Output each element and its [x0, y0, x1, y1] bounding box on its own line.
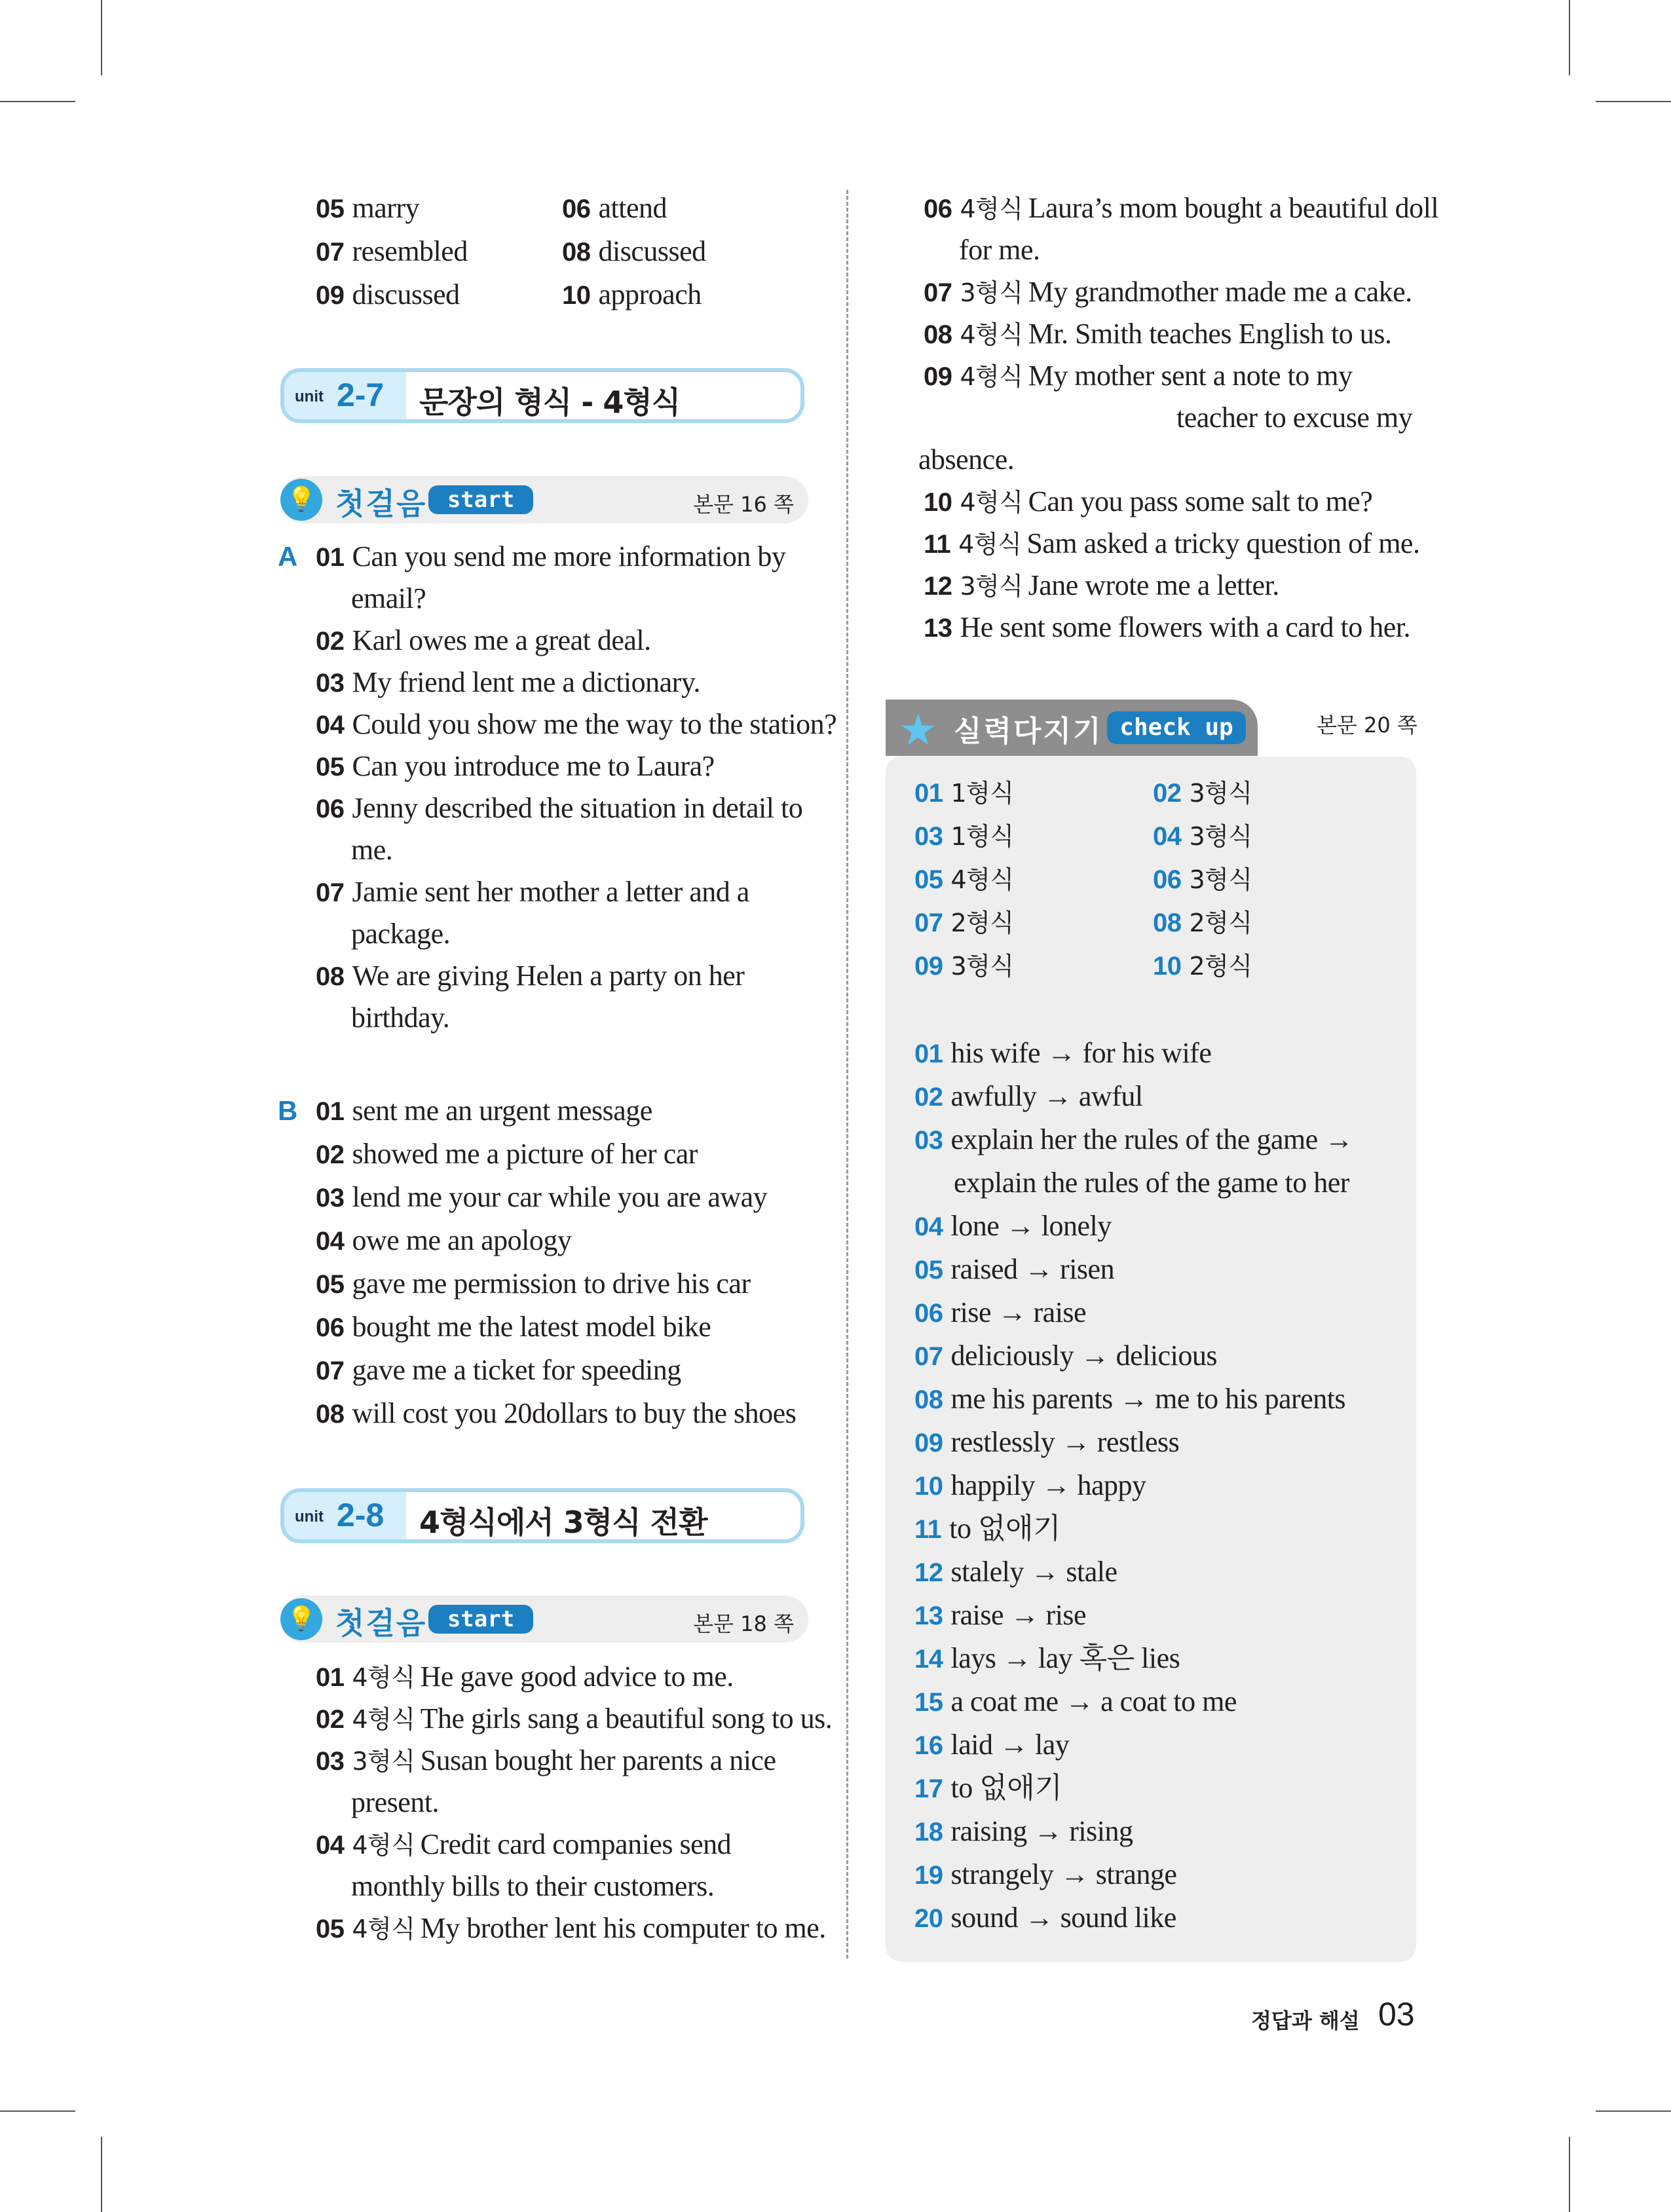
checkup-grid-item: [1153, 774, 1252, 812]
sentence-form: 4형식: [960, 320, 1023, 349]
item-text: email?: [351, 582, 426, 614]
item-number: 01: [914, 779, 943, 808]
answer-continuation: [351, 1868, 714, 1905]
answer-item: [316, 1179, 767, 1216]
item-text: discussed: [352, 278, 460, 310]
step-title: 첫걸음: [335, 486, 427, 521]
item-text: raised → risen: [950, 1253, 1115, 1285]
sentence-form: 4형식: [960, 362, 1023, 391]
item-text: lays → lay 혹은 lies: [950, 1642, 1180, 1674]
unit-title: 문장의 형식 - 4형식: [419, 384, 681, 420]
item-text: strangely → strange: [950, 1858, 1177, 1890]
answer-continuation: [954, 1165, 1349, 1201]
conversion-item: [924, 567, 1279, 605]
item-number: 07: [924, 278, 952, 307]
checkup-list-item: [914, 1251, 1114, 1288]
page-reference: 본문 16 쪽: [693, 492, 794, 517]
conversion-item: [316, 1742, 776, 1780]
item-number: 06: [924, 195, 952, 223]
item-number: 03: [914, 1126, 943, 1155]
item-number: 08: [562, 238, 591, 267]
page-reference: 본문 18 쪽: [693, 1611, 794, 1636]
item-text: He sent some flowers with a card to her.: [960, 611, 1410, 643]
sentence-form: 4형식: [352, 1915, 415, 1943]
item-text: rise → raise: [950, 1296, 1087, 1328]
conversion-item: [316, 1910, 826, 1947]
checkup-list-item: [914, 1597, 1086, 1634]
conversion-item: [924, 316, 1391, 353]
shooting-star-icon: ★: [899, 705, 938, 755]
answer-continuation: [959, 232, 1040, 269]
item-text: a coat me → a coat to me: [950, 1685, 1237, 1717]
conversion-item: [316, 1826, 731, 1864]
item-number: 06: [914, 1299, 943, 1328]
item-text: deliciously → delicious: [950, 1340, 1217, 1372]
sentence-form: 4형식: [352, 1663, 415, 1692]
item-number: 20: [914, 1904, 943, 1933]
item-number: 13: [914, 1602, 943, 1630]
item-number: 09: [316, 281, 345, 310]
page-number: 03: [1378, 1996, 1415, 2033]
answer-continuation: [351, 1784, 439, 1821]
item-number: 12: [924, 572, 952, 601]
conversion-item: [316, 1659, 734, 1696]
item-text: Jane wrote me a letter.: [1028, 569, 1279, 601]
checkup-grid-item: [914, 947, 1014, 984]
item-text: for me.: [959, 234, 1040, 266]
sentence-form: 4형식: [960, 195, 1023, 223]
item-number: 01: [316, 1097, 345, 1126]
crop-mark: [1569, 0, 1570, 75]
checkup-grid-item: [914, 774, 1014, 812]
answer-item: [316, 1222, 571, 1260]
item-text: My friend lent me a dictionary.: [352, 666, 700, 698]
item-text: laid → lay: [950, 1729, 1070, 1761]
item-text: owe me an apology: [352, 1224, 572, 1256]
checkup-list-item: [914, 1208, 1112, 1245]
answer-item: [316, 1309, 711, 1346]
item-number: 01: [914, 1040, 943, 1068]
item-text: Credit card companies send: [420, 1828, 732, 1860]
item-text: 2형식: [1189, 952, 1252, 981]
answer-item: [316, 1093, 652, 1130]
item-text: explain the rules of the game to her: [954, 1167, 1349, 1199]
item-text: gave me permission to drive his car: [352, 1267, 751, 1300]
item-number: 06: [316, 1313, 345, 1342]
checkup-list-item: [914, 1683, 1237, 1721]
item-text: We are giving Helen a party on her: [352, 960, 745, 992]
item-text: My mother sent a note to my: [1028, 360, 1353, 392]
conversion-item: [924, 190, 1438, 227]
item-number: 08: [914, 1385, 943, 1414]
checkup-grid-item: [1153, 861, 1252, 898]
conversion-item: [924, 609, 1410, 647]
answer-item: [316, 233, 468, 271]
answer-item: [316, 958, 744, 995]
item-text: monthly bills to their customers.: [351, 1870, 715, 1902]
column-divider: [846, 190, 848, 1959]
item-number: 10: [914, 1472, 943, 1501]
item-text: raise → rise: [950, 1599, 1087, 1631]
answer-item: [562, 190, 667, 227]
item-number: 06: [1153, 865, 1182, 894]
item-text: to 없애기: [949, 1512, 1061, 1545]
item-number: 16: [914, 1731, 943, 1760]
item-number: 04: [316, 1831, 345, 1860]
item-text: Susan bought her parents a nice: [420, 1744, 776, 1776]
item-text: He gave good advice to me.: [420, 1660, 734, 1693]
item-text: Jenny described the situation in detail to: [352, 792, 803, 824]
answer-continuation: [351, 916, 450, 952]
lightbulb-icon: 💡: [280, 479, 322, 521]
unit-word: unit: [295, 1508, 324, 1526]
answer-continuation: [351, 1000, 449, 1036]
lightbulb-icon: 💡: [280, 1598, 322, 1640]
crop-mark: [0, 101, 75, 102]
item-number: 14: [914, 1645, 943, 1674]
item-number: 08: [316, 1400, 345, 1429]
item-number: 03: [316, 1747, 345, 1776]
item-text: My brother lent his computer to me.: [420, 1912, 826, 1944]
item-text: awfully → awful: [950, 1080, 1143, 1112]
answer-continuation: [918, 441, 1014, 478]
item-number: 07: [316, 878, 345, 907]
conversion-item: [924, 274, 1412, 311]
item-number: 07: [316, 238, 345, 267]
item-text: Jamie sent her mother a letter and a: [352, 876, 749, 908]
conversion-item: [924, 525, 1419, 563]
item-text: attend: [598, 192, 667, 224]
unit-badge: [284, 1492, 406, 1539]
answer-item: [316, 748, 715, 785]
item-number: 07: [914, 1342, 943, 1371]
unit-title: 4형식에서 3형식 전환: [419, 1505, 707, 1540]
item-number: 04: [316, 1227, 345, 1256]
item-text: Mr. Smith teaches English to us.: [1028, 318, 1392, 350]
page-reference: 본문 20 쪽: [1317, 713, 1418, 738]
crop-mark: [1596, 2110, 1671, 2112]
checkup-pill: check up: [1107, 711, 1246, 744]
checkup-list-item: [914, 1770, 1062, 1807]
item-number: 09: [914, 952, 943, 981]
sentence-form: 4형식: [352, 1831, 415, 1860]
checkup-grid-item: [914, 817, 1014, 855]
checkup-list-item: [914, 1640, 1180, 1678]
item-text: package.: [351, 918, 451, 950]
answer-item: [316, 1352, 681, 1389]
sentence-form: 4형식: [958, 530, 1022, 559]
item-text: 3형식: [1189, 779, 1252, 808]
item-number: 12: [914, 1558, 943, 1587]
item-text: Can you introduce me to Laura?: [352, 750, 715, 782]
answer-item: [316, 790, 802, 827]
answer-item: [316, 1265, 751, 1303]
item-number: 08: [1153, 909, 1182, 937]
checkup-grid-item: [1153, 904, 1252, 941]
item-number: 18: [914, 1818, 943, 1846]
item-number: 03: [914, 822, 943, 851]
answer-item: [316, 874, 749, 911]
unit-number: 2-8: [337, 1497, 385, 1533]
checkup-list-item: [914, 1510, 1061, 1548]
item-text: 2형식: [950, 909, 1014, 937]
item-number: 05: [316, 1915, 345, 1943]
checkup-header: [886, 700, 1258, 756]
item-number: 11: [914, 1515, 942, 1544]
item-text: me his parents → me to his parents: [950, 1383, 1346, 1415]
step-title: 첫걸음: [335, 1605, 427, 1641]
item-number: 07: [316, 1357, 345, 1385]
item-number: 01: [316, 543, 345, 572]
sentence-form: 4형식: [960, 488, 1023, 517]
checkup-list-item: [914, 1121, 1353, 1159]
item-text: will cost you 20dollars to buy the shoes: [352, 1397, 797, 1429]
crop-mark: [1596, 101, 1671, 102]
item-text: gave me a ticket for speeding: [352, 1354, 681, 1386]
item-text: 1형식: [950, 779, 1014, 808]
item-number: 13: [924, 614, 952, 643]
item-text: Could you show me the way to the station?: [352, 708, 837, 740]
step-bar-first: [280, 1596, 808, 1643]
item-text: present.: [351, 1786, 440, 1818]
item-number: 02: [316, 627, 345, 656]
checkup-list-item: [914, 1424, 1179, 1461]
item-text: Karl owes me a great deal.: [352, 624, 651, 656]
checkup-list-item: [914, 1338, 1217, 1375]
item-number: 05: [316, 1270, 345, 1299]
item-number: 10: [562, 281, 591, 310]
item-text: 3형식: [1189, 822, 1252, 851]
item-text: explain her the rules of the game →: [950, 1123, 1353, 1155]
item-text: stalely → stale: [950, 1556, 1117, 1588]
checkup-list-item: [914, 1035, 1211, 1072]
item-number: 02: [316, 1140, 345, 1169]
sentence-form: 3형식: [352, 1747, 415, 1776]
item-text: sound → sound like: [950, 1902, 1176, 1934]
item-number: 05: [914, 1256, 943, 1284]
item-number: 05: [316, 753, 345, 781]
step-pill: start: [428, 1605, 533, 1634]
item-number: 08: [924, 320, 952, 349]
answer-continuation: [351, 832, 392, 869]
crop-mark: [0, 2110, 75, 2112]
item-text: resembled: [352, 235, 468, 267]
item-text: teacher to excuse my: [1176, 402, 1413, 434]
item-text: 3형식: [1189, 865, 1252, 894]
item-number: 06: [562, 195, 591, 223]
unit-banner-2-7: [280, 368, 804, 423]
unit-banner-2-8: [280, 1488, 804, 1543]
sentence-form: 3형식: [960, 278, 1023, 307]
item-text: me.: [351, 834, 393, 866]
conversion-item: [924, 483, 1372, 521]
answer-continuation: [1176, 400, 1412, 436]
item-number: 04: [1153, 822, 1182, 851]
item-number: 19: [914, 1861, 943, 1890]
item-text: bought me the latest model bike: [352, 1311, 711, 1343]
answer-item: [316, 1136, 698, 1173]
item-text: 1형식: [950, 822, 1014, 851]
checkup-list-item: [914, 1813, 1133, 1850]
crop-mark: [1569, 2137, 1570, 2212]
answer-item: [316, 1395, 796, 1433]
item-text: raising → rising: [950, 1815, 1133, 1847]
item-text: lone → lonely: [950, 1210, 1112, 1242]
item-number: 03: [316, 1184, 345, 1212]
item-number: 15: [914, 1688, 943, 1717]
item-number: 11: [924, 530, 951, 559]
item-number: 03: [316, 669, 345, 698]
unit-badge: [284, 372, 406, 419]
checkup-list-item: [914, 1294, 1086, 1332]
item-number: 17: [914, 1774, 943, 1803]
crop-mark: [101, 0, 102, 75]
item-number: 09: [924, 362, 952, 391]
item-number: 04: [316, 711, 345, 740]
item-number: 02: [316, 1705, 345, 1734]
item-text: happily → happy: [950, 1469, 1146, 1501]
item-text: approach: [598, 278, 702, 310]
unit-number: 2-7: [337, 377, 385, 413]
answer-item: [316, 706, 836, 743]
item-number: 02: [914, 1083, 943, 1112]
item-text: birthday.: [351, 1002, 450, 1034]
checkup-grid-item: [1153, 947, 1252, 984]
item-text: The girls sang a beautiful song to us.: [420, 1702, 833, 1734]
item-text: Sam asked a tricky question of me.: [1026, 527, 1420, 559]
item-text: lend me your car while you are away: [352, 1181, 768, 1213]
item-number: 04: [914, 1212, 943, 1241]
footer-label: 정답과 해설: [1251, 2008, 1360, 2033]
item-text: 3형식: [950, 952, 1014, 981]
item-number: 10: [924, 488, 952, 517]
item-number: 09: [914, 1429, 943, 1457]
checkup-list-item: [914, 1856, 1176, 1894]
item-text: marry: [352, 192, 420, 224]
checkup-grid-item: [1153, 817, 1252, 855]
item-text: his wife → for his wife: [950, 1037, 1212, 1069]
sentence-form: 3형식: [960, 572, 1023, 601]
item-text: discussed: [598, 235, 706, 267]
item-text: Laura’s mom bought a beautiful doll: [1028, 192, 1439, 224]
answer-item: [316, 190, 419, 227]
checkup-list-item: [914, 1381, 1345, 1418]
item-text: to 없애기: [950, 1772, 1062, 1804]
item-text: sent me an urgent message: [352, 1095, 652, 1127]
crop-mark: [101, 2137, 102, 2212]
conversion-item: [924, 358, 1352, 395]
item-text: showed me a picture of her car: [352, 1138, 698, 1170]
item-number: 05: [316, 195, 345, 223]
item-text: restlessly → restless: [950, 1426, 1180, 1458]
conversion-item: [316, 1700, 832, 1738]
checkup-list-item: [914, 1078, 1143, 1115]
item-number: 07: [914, 909, 943, 937]
step-pill: start: [428, 485, 533, 514]
item-text: absence.: [918, 443, 1015, 476]
item-number: 10: [1153, 952, 1182, 981]
item-text: My grandmother made me a cake.: [1028, 276, 1412, 308]
unit-word: unit: [295, 388, 324, 405]
checkup-title: 실력다지기: [954, 715, 1103, 748]
item-number: 06: [316, 795, 345, 823]
item-text: 4형식: [950, 865, 1014, 894]
answer-item: [316, 276, 460, 314]
item-number: 05: [914, 865, 943, 894]
checkup-list-item: [914, 1727, 1069, 1764]
step-bar-first: [280, 476, 808, 523]
item-text: 2형식: [1189, 909, 1252, 937]
item-text: Can you send me more information by: [352, 540, 786, 572]
answer-item: [562, 276, 702, 314]
answer-item: [562, 233, 706, 271]
answer-item: [316, 538, 785, 576]
sentence-form: 4형식: [352, 1705, 415, 1734]
answer-item: [316, 664, 700, 702]
checkup-grid-item: [914, 904, 1014, 941]
item-text: Can you pass some salt to me?: [1028, 485, 1373, 517]
section-letter: B: [278, 1095, 298, 1126]
item-number: 02: [1153, 779, 1182, 808]
checkup-grid-item: [914, 861, 1014, 898]
answer-item: [316, 622, 651, 660]
item-number: 01: [316, 1663, 345, 1692]
section-letter: A: [278, 541, 298, 572]
checkup-list-item: [914, 1467, 1146, 1505]
item-number: 08: [316, 962, 345, 991]
checkup-list-item: [914, 1900, 1176, 1937]
answer-continuation: [351, 580, 426, 617]
checkup-list-item: [914, 1554, 1117, 1591]
